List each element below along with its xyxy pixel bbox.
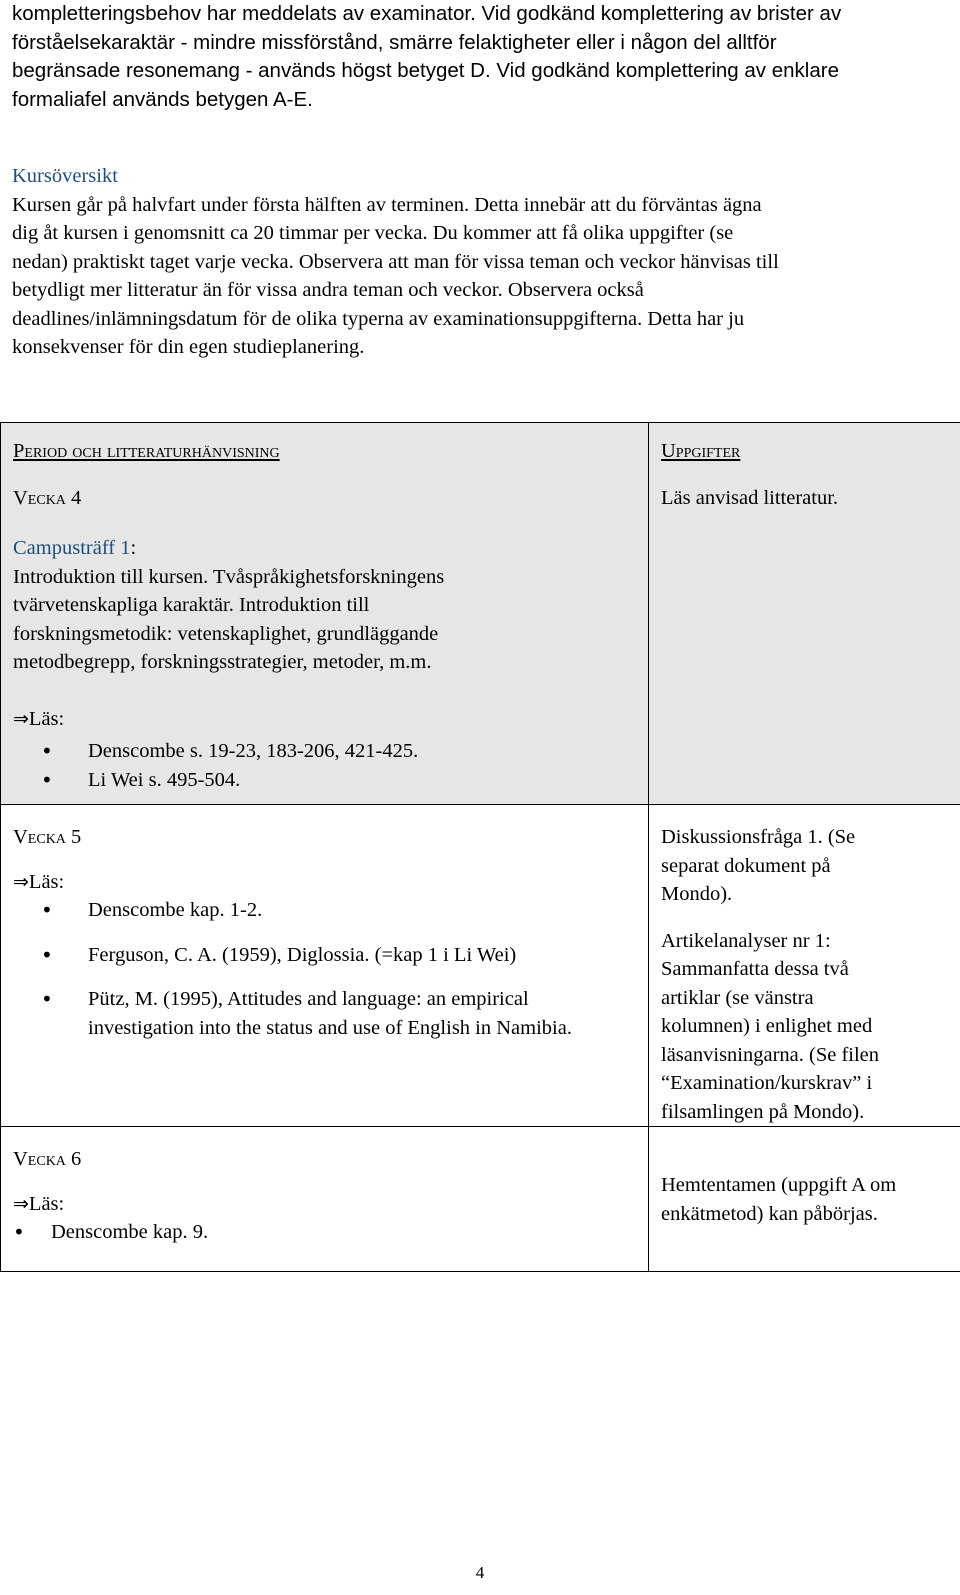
task-line: artiklar (se vänstra (661, 986, 814, 1009)
overview-line: dig åt kursen i genomsnitt ca 20 timmar per vecka. Du kommer att få olika uppgifter (se (12, 222, 734, 244)
reading-list (13, 737, 636, 794)
page-number: 4 (475, 1563, 485, 1582)
reading-list (13, 1218, 636, 1247)
task-text: Läs anvisad litteratur. (661, 486, 839, 509)
week-4-left-cell (1, 423, 649, 805)
reading-item: • Denscombe kap. 1-2. (13, 896, 636, 925)
reading-list (13, 896, 636, 1042)
overview-line: betydligt mer litteratur än för vissa andra teman och veckor. Observera också (12, 279, 644, 301)
table-row (1, 423, 960, 805)
intro-line: förståelsekaraktär - mindre missförstånd, smärre felaktigheter eller i någon del alltför (12, 30, 777, 54)
task-line: läsanvisningarna. (Se filen (661, 1043, 880, 1066)
task-line: Sammanfatta dessa två (661, 958, 849, 980)
task-line: filsamlingen på Mondo). (661, 1100, 865, 1123)
week-label: Vecka 6 (13, 1148, 82, 1170)
task-line: Diskussionsfråga 1. (Se (661, 826, 856, 848)
column-header-tasks: Uppgifter (661, 440, 741, 462)
overview-line: nedan) praktiskt taget varje vecka. Observera att man för vissa teman och veckor hänvisas till (12, 250, 779, 273)
campus-line: tvärvetenskapliga karaktär. Introduktion till (13, 594, 370, 616)
intro-line: kompletteringsbehov har meddelats av examinator. Vid godkänd komplettering av brister av (12, 2, 842, 25)
intro-line: formaliafel används betygen A-E. (12, 87, 313, 111)
week-label: Vecka 5 (13, 826, 82, 848)
reading-item: • Li Wei s. 495-504. (13, 766, 636, 795)
task-line: separat dokument på (661, 854, 831, 877)
week-6-left-cell (1, 1127, 649, 1272)
reading-item: • Denscombe kap. 9. (13, 1218, 636, 1247)
right-arrow-icon: ⇒ (13, 707, 29, 730)
task-line: Mondo). (661, 883, 733, 905)
campus-meeting (13, 534, 636, 563)
section-title: Kursöversikt (12, 165, 118, 187)
read-label: Läs: (28, 1192, 65, 1215)
read-label: Läs: (28, 707, 65, 730)
campus-label: Campusträff 1 (13, 537, 131, 559)
task-line: enkätmetod) kan påbörjas. (661, 1202, 878, 1225)
reading-item: • Denscombe s. 19-23, 183-206, 421-425. (13, 737, 636, 766)
overview-line: Kursen går på halvfart under första hälften av terminen. Detta innebär att du förväntas ägna (12, 193, 762, 216)
week-5-right-cell (649, 805, 960, 1127)
task-line: Hemtentamen (uppgift A om (661, 1174, 897, 1196)
campus-line: Introduktion till kursen. Tvåspråkighetsforskningens (13, 565, 445, 588)
task-line: “Examination/kurskrav” i (661, 1072, 873, 1094)
campus-colon: : (130, 537, 137, 559)
task-line: kolumnen) i enlighet med (661, 1015, 873, 1037)
column-header-period: Period och litteraturhänvisning (13, 440, 280, 462)
intro-line: begränsade resonemang - används högst betyget D. Vid godkänd komplettering av enklare (12, 59, 839, 82)
reading-item: • Ferguson, C. A. (1959), Diglossia. (=kap 1 i Li Wei) (13, 941, 636, 970)
week-6-right-cell (649, 1127, 960, 1272)
table-row (1, 1127, 960, 1272)
intro-paragraph (12, 0, 947, 114)
read-heading (13, 705, 636, 734)
week-5-left-cell (1, 805, 649, 1127)
schedule-table (0, 422, 960, 1272)
week-label: Vecka 4 (13, 486, 82, 509)
overview-line: konsekvenser för din egen studieplanering. (12, 336, 365, 358)
right-arrow-icon: ⇒ (13, 870, 29, 893)
campus-line: forskningsmetodik: vetenskaplighet, grundläggande (13, 622, 439, 645)
week-4-right-cell (649, 423, 960, 805)
table-row (1, 805, 960, 1127)
task-line: Artikelanalyser nr 1: (661, 929, 831, 952)
read-label: Läs: (28, 870, 65, 893)
campus-line: metodbegrepp, forskningsstrategier, metoder, m.m. (13, 651, 432, 673)
read-heading (13, 1190, 636, 1219)
course-overview-section (12, 162, 947, 362)
overview-line: deadlines/inlämningsdatum för de olika typerna av examinationsuppgifterna. Detta har ju (12, 307, 745, 330)
reading-item: • Pütz, M. (1995), Attitudes and language: an empirical investigation into the status and use of English in Namibia. (13, 985, 636, 1042)
right-arrow-icon: ⇒ (13, 1192, 29, 1215)
read-heading (13, 868, 636, 897)
